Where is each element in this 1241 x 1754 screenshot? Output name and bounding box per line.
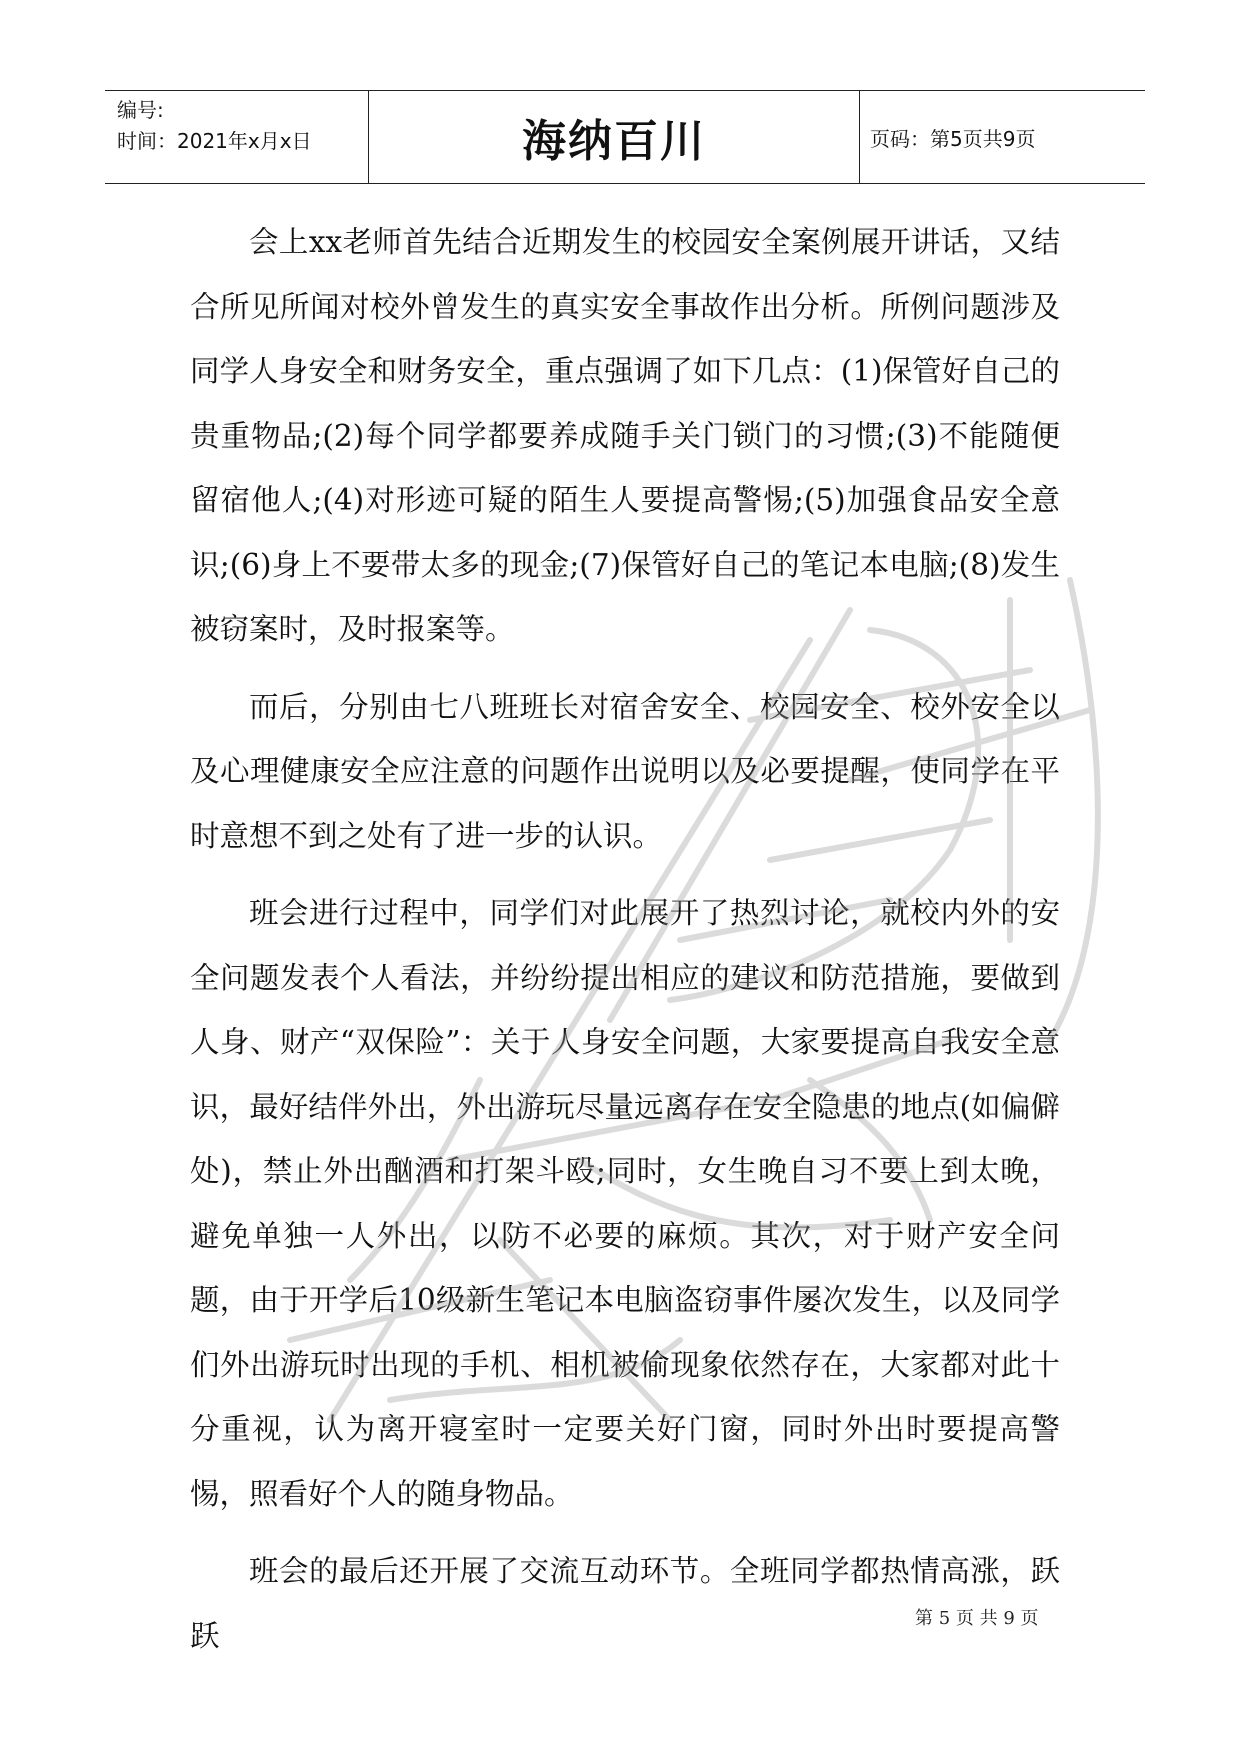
header-title-cell <box>369 91 860 183</box>
paragraph: 班会进行过程中，同学们对此展开了热烈讨论，就校内外的安全问题发表个人看法，并纷纷提出相应的建议和防范措施，要做到人身、财产“双保险”：关于人身安全问题，大家要提高自我安全意识，最好结伴外出，外出游玩尽量远离存在安全隐患的地点(如偏僻处)，禁止外出酗酒和打架斗殴;同时，女生晚自习不要上到太晚，避免单独一人外出，以防不必要的麻烦。其次，对于财产安全问题，由于开学后10级新生笔记本电脑盗窃事件屡次发生，以及同学们外出游玩时出现的手机、相机被偷现象依然存在，大家都对此十分重视，认为离开寝室时一定要关好门窗，同时外出时要提高警惕，照看好个人的随身物品。 <box>190 896 1060 1511</box>
paragraph: 班会的最后还开展了交流互动环节。全班同学都热情高涨，跃跃 <box>190 1554 1060 1653</box>
page-code: 页码：第5页共9页 <box>870 126 1036 151</box>
paragraph: 而后，分别由七八班班长对宿舍安全、校园安全、校外安全以及心理健康安全应注意的问题作出说明以及必要提醒，使同学在平时意想不到之处有了进一步的认识。 <box>190 689 1060 853</box>
number-label: 编号: <box>117 98 164 122</box>
time-label: 时间：2021年x月x日 <box>117 129 312 153</box>
page-footer: 第 5 页 共 9 页 <box>915 1608 1039 1629</box>
paragraph: 会上xx老师首先结合近期发生的校园安全案例展开讲话，又结合所见所闻对校外曾发生的真实安全事故作出分析。所例问题涉及同学人身安全和财务安全，重点强调了如下几点：(1)保管好自己的贵重物品;(2)每个同学都要养成随手关门锁门的习惯;(3)不能随便留宿他人;(4)对形迹可疑的陌生人要提高警惕;(5)加强食品安全意识;(6)身上不要带太多的现金;(7)保管好自己的笔记本电脑;(8)发生被窃案时，及时报案等。 <box>190 225 1060 646</box>
header-page-cell <box>860 91 1145 183</box>
header-title: 海纳百川 <box>522 116 706 167</box>
document-body <box>190 210 1060 1681</box>
header-meta <box>105 91 369 183</box>
document-header <box>105 90 1145 184</box>
